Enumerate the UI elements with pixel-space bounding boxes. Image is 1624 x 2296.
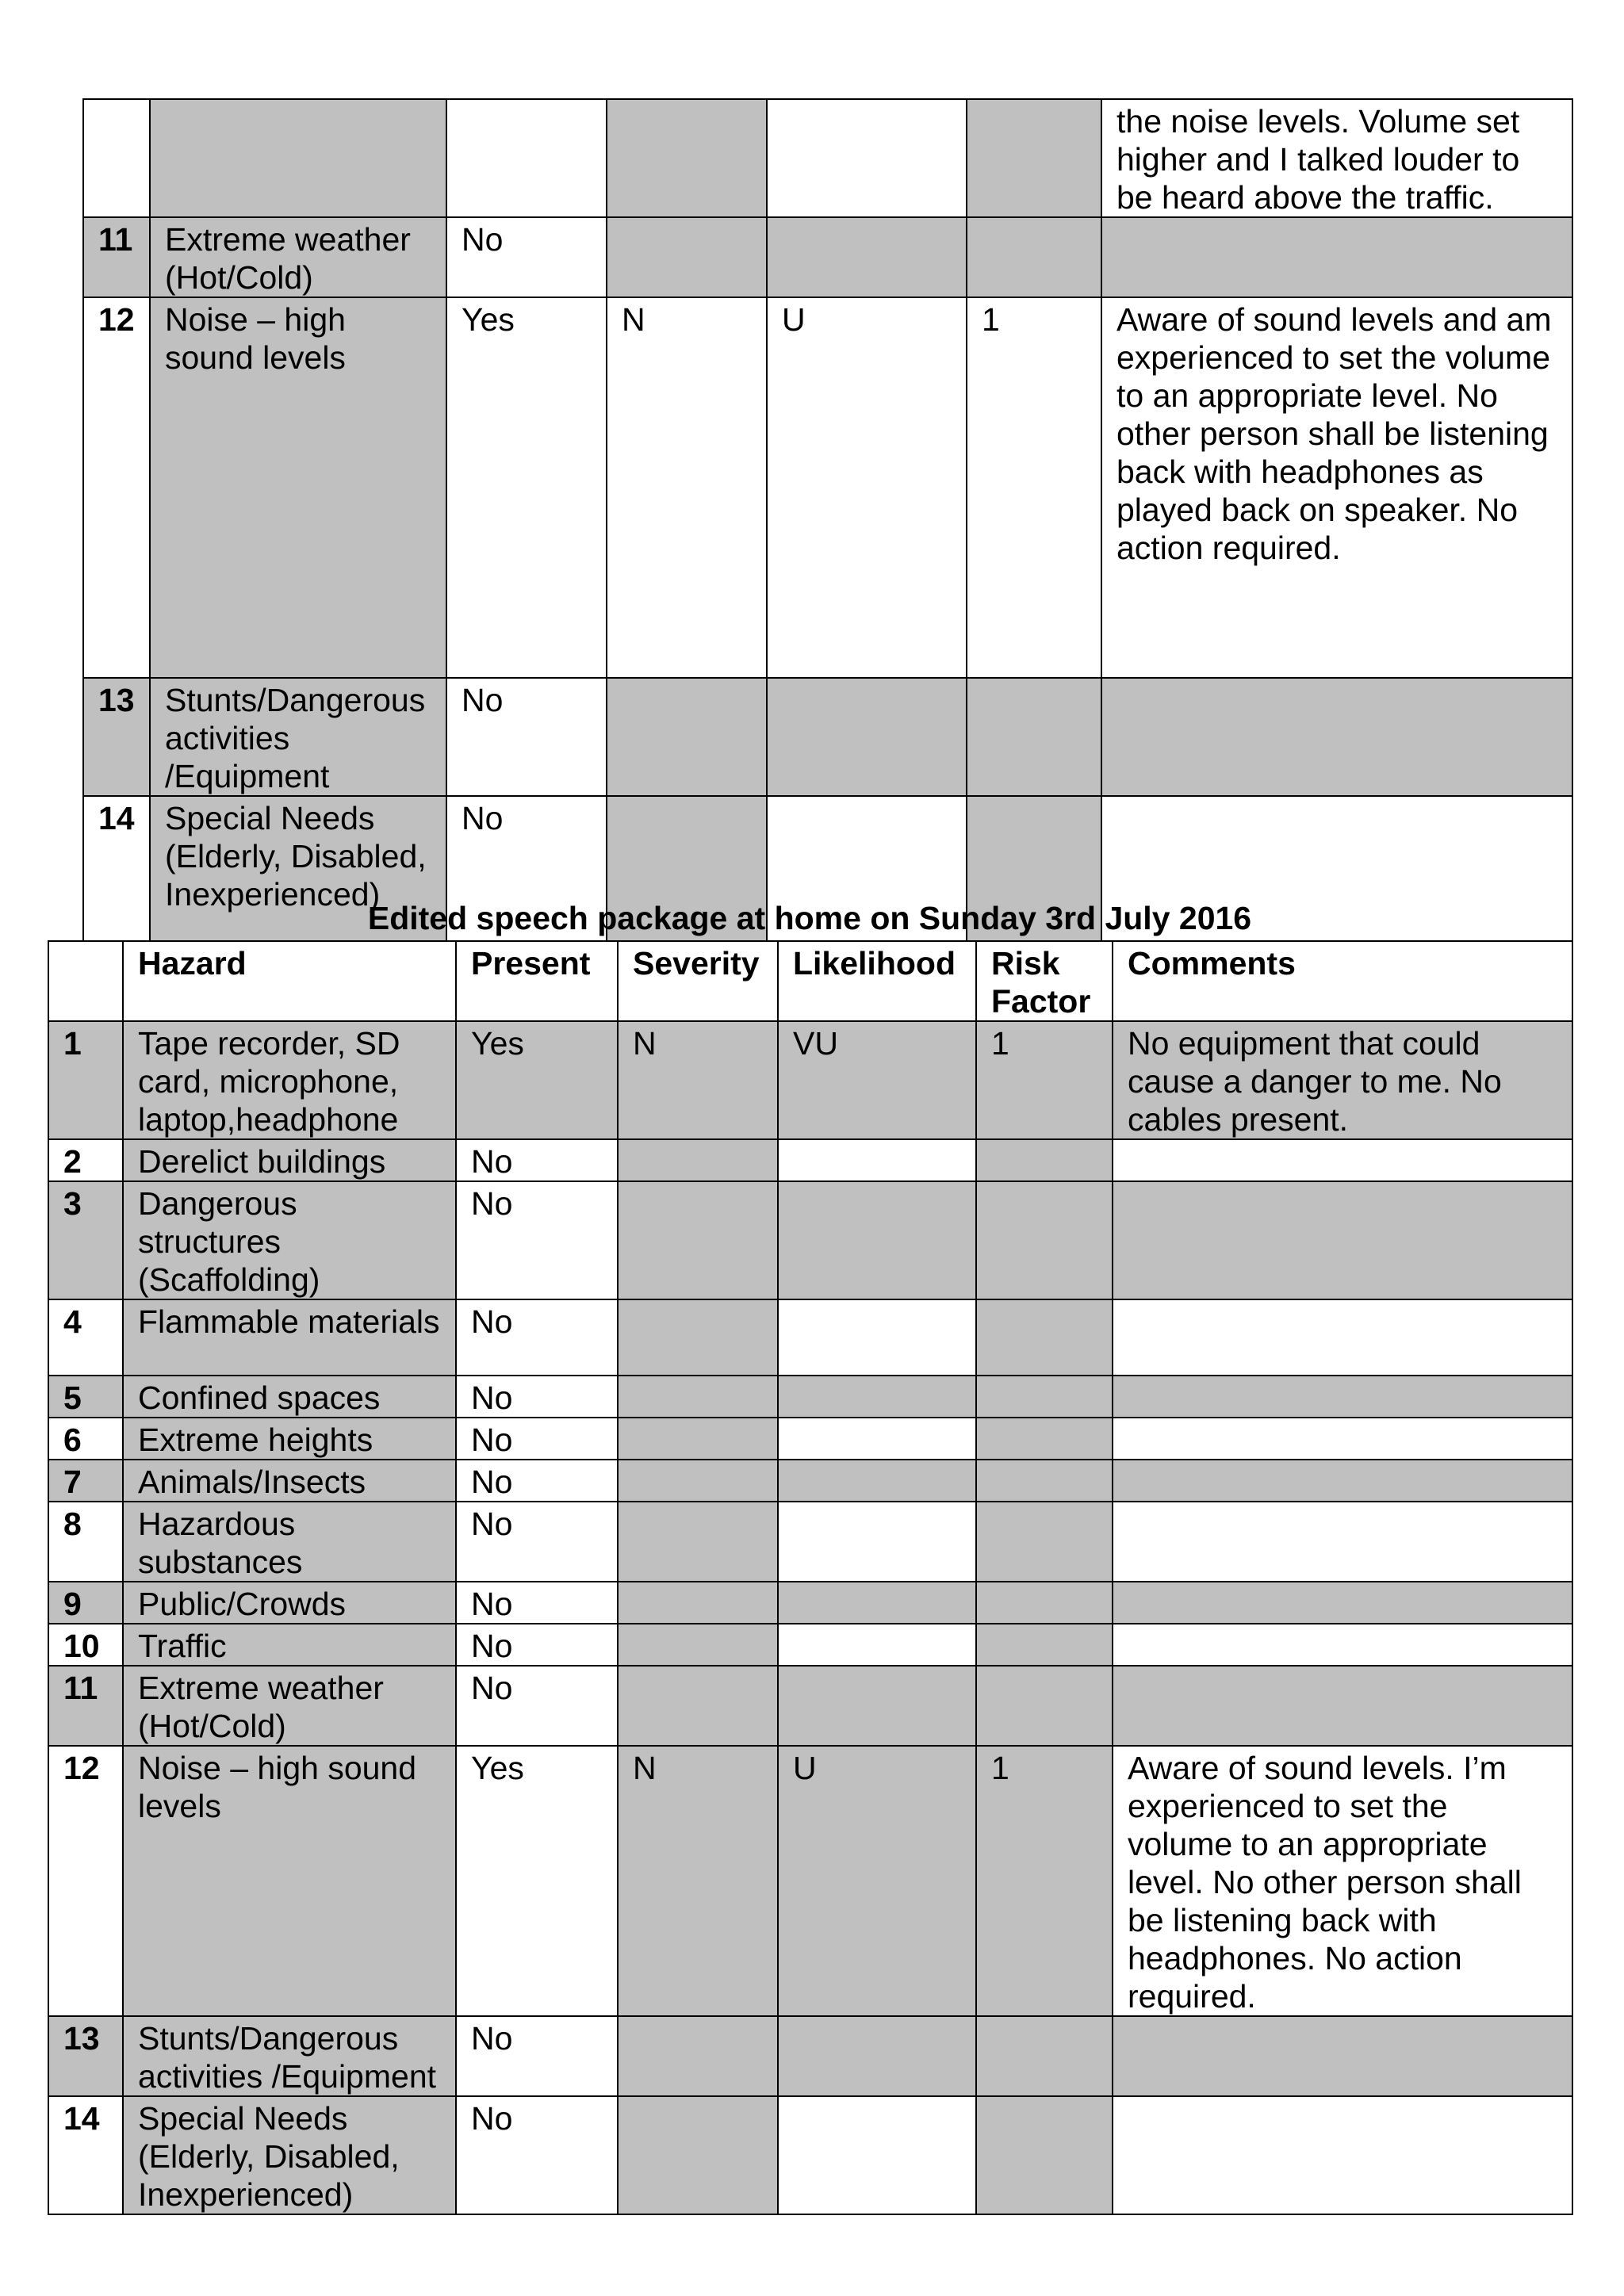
risk-factor-cell <box>976 1460 1113 1502</box>
risk-factor-cell <box>976 2096 1113 2214</box>
row-number: 5 <box>48 1376 123 1418</box>
table-row <box>83 99 1572 217</box>
header-likelihood: Likelihood <box>778 941 976 1021</box>
header-present: Present <box>456 941 618 1021</box>
severity-cell <box>618 1502 778 1582</box>
header-row <box>48 941 1572 1021</box>
severity-cell <box>618 1299 778 1376</box>
severity-cell <box>618 1376 778 1418</box>
hazard-cell: Derelict buildings <box>123 1139 456 1181</box>
hazard-cell: Public/Crowds <box>123 1582 456 1624</box>
table-row <box>48 1582 1572 1624</box>
likelihood-cell <box>767 99 967 217</box>
table-row <box>48 2016 1572 2096</box>
present-cell: No <box>456 2096 618 2214</box>
hazard-cell: Extreme weather (Hot/Cold) <box>123 1666 456 1746</box>
present-cell: No <box>456 1376 618 1418</box>
present-cell: No <box>446 217 607 297</box>
table-row <box>48 1021 1572 1139</box>
header-number <box>48 941 123 1021</box>
likelihood-cell <box>778 1139 976 1181</box>
table-row <box>48 1666 1572 1746</box>
hazard-cell: Dangerous structures (Scaffolding) <box>123 1181 456 1299</box>
likelihood-cell <box>778 2016 976 2096</box>
severity-cell: N <box>607 297 767 678</box>
risk-factor-cell: 1 <box>976 1021 1113 1139</box>
row-number: 11 <box>83 217 150 297</box>
comments-cell <box>1113 1376 1572 1418</box>
table-row <box>48 1181 1572 1299</box>
risk-factor-cell <box>976 1376 1113 1418</box>
comments-cell <box>1113 2016 1572 2096</box>
table-row <box>48 1139 1572 1181</box>
present-cell: No <box>456 1460 618 1502</box>
risk-factor-cell <box>976 1299 1113 1376</box>
present-cell: Yes <box>446 297 607 678</box>
likelihood-cell <box>767 678 967 796</box>
row-number: 12 <box>83 297 150 678</box>
risk-table-continued <box>82 98 1573 949</box>
table-row <box>83 297 1572 678</box>
present-cell <box>446 99 607 217</box>
severity-cell <box>607 99 767 217</box>
row-number: 8 <box>48 1502 123 1582</box>
comments-cell <box>1113 1460 1572 1502</box>
likelihood-cell <box>778 1418 976 1460</box>
table-row <box>48 2096 1572 2214</box>
header-risk-factor: Risk Factor <box>976 941 1113 1021</box>
severity-cell <box>618 2016 778 2096</box>
row-number: 13 <box>83 678 150 796</box>
row-number: 9 <box>48 1582 123 1624</box>
risk-factor-cell <box>976 2016 1113 2096</box>
comments-cell: Aware of sound levels. I’m experienced to set the volume to an appropriate level. No other person shall be listening back with headphones. No action required. <box>1113 1746 1572 2016</box>
comments-cell <box>1113 1624 1572 1666</box>
hazard-cell <box>150 99 446 217</box>
hazard-cell: Noise – high sound levels <box>123 1746 456 2016</box>
hazard-cell: Special Needs (Elderly, Disabled, Inexperienced) <box>150 796 446 948</box>
risk-factor-cell <box>967 99 1101 217</box>
severity-cell <box>618 1181 778 1299</box>
comments-cell <box>1113 1181 1572 1299</box>
hazard-cell: Extreme weather (Hot/Cold) <box>150 217 446 297</box>
row-number <box>83 99 150 217</box>
hazard-cell: Special Needs (Elderly, Disabled, Inexperienced) <box>123 2096 456 2214</box>
likelihood-cell <box>778 1582 976 1624</box>
header-severity: Severity <box>618 941 778 1021</box>
severity-cell: N <box>618 1021 778 1139</box>
row-number: 3 <box>48 1181 123 1299</box>
table-row <box>48 1624 1572 1666</box>
severity-cell <box>618 1624 778 1666</box>
present-cell: No <box>456 1582 618 1624</box>
hazard-cell: Traffic <box>123 1624 456 1666</box>
present-cell: No <box>456 1181 618 1299</box>
hazard-cell: Animals/Insects <box>123 1460 456 1502</box>
row-number: 6 <box>48 1418 123 1460</box>
severity-cell <box>618 1460 778 1502</box>
likelihood-cell <box>778 1299 976 1376</box>
hazard-cell: Tape recorder, SD card, microphone, laptop,headphone <box>123 1021 456 1139</box>
risk-factor-cell <box>967 678 1101 796</box>
hazard-cell: Stunts/Dangerous activities /Equipment <box>150 678 446 796</box>
hazard-cell: Confined spaces <box>123 1376 456 1418</box>
hazard-cell: Hazardous substances <box>123 1502 456 1582</box>
likelihood-cell: U <box>778 1746 976 2016</box>
likelihood-cell <box>778 1502 976 1582</box>
comments-cell <box>1113 1582 1572 1624</box>
comments-cell <box>1101 217 1572 297</box>
header-comments: Comments <box>1113 941 1572 1021</box>
present-cell: No <box>456 1418 618 1460</box>
comments-cell: the noise levels. Volume set higher and I talked louder to be heard above the traffic. <box>1101 99 1572 217</box>
comments-cell <box>1113 2096 1572 2214</box>
risk-factor-cell <box>976 1139 1113 1181</box>
present-cell: No <box>446 678 607 796</box>
severity-cell <box>618 2096 778 2214</box>
present-cell: Yes <box>456 1021 618 1139</box>
table-row <box>48 1376 1572 1418</box>
risk-factor-cell <box>976 1582 1113 1624</box>
present-cell: No <box>456 1139 618 1181</box>
present-cell: No <box>456 1299 618 1376</box>
comments-cell <box>1113 1139 1572 1181</box>
severity-cell <box>618 1666 778 1746</box>
table-row <box>48 1746 1572 2016</box>
table-row <box>48 1418 1572 1460</box>
table-row <box>48 1299 1572 1376</box>
severity-cell <box>607 678 767 796</box>
hazard-cell: Extreme heights <box>123 1418 456 1460</box>
row-number: 14 <box>83 796 150 948</box>
severity-cell <box>618 1582 778 1624</box>
comments-cell: Aware of sound levels and am experienced to set the volume to an appropriate level. No other person shall be listening back with headphones as played back on speaker. No action required. <box>1101 297 1572 678</box>
row-number: 10 <box>48 1624 123 1666</box>
likelihood-cell <box>778 1666 976 1746</box>
comments-cell <box>1113 1418 1572 1460</box>
present-cell: No <box>456 1666 618 1746</box>
likelihood-cell <box>767 217 967 297</box>
row-number: 1 <box>48 1021 123 1139</box>
table-row <box>83 217 1572 297</box>
present-cell: Yes <box>456 1746 618 2016</box>
comments-cell <box>1113 1666 1572 1746</box>
likelihood-cell <box>778 1376 976 1418</box>
hazard-cell: Noise – high sound levels <box>150 297 446 678</box>
hazard-cell: Stunts/Dangerous activities /Equipment <box>123 2016 456 2096</box>
likelihood-cell <box>778 1624 976 1666</box>
severity-cell <box>618 1139 778 1181</box>
present-cell: No <box>446 796 607 948</box>
present-cell: No <box>456 2016 618 2096</box>
row-number: 11 <box>48 1666 123 1746</box>
risk-factor-cell <box>967 217 1101 297</box>
row-number: 12 <box>48 1746 123 2016</box>
comments-cell <box>1113 1502 1572 1582</box>
present-cell: No <box>456 1502 618 1582</box>
comments-cell: No equipment that could cause a danger to me. No cables present. <box>1113 1021 1572 1139</box>
row-number: 14 <box>48 2096 123 2214</box>
risk-factor-cell: 1 <box>976 1746 1113 2016</box>
risk-factor-cell <box>976 1418 1113 1460</box>
comments-cell <box>1113 1299 1572 1376</box>
risk-factor-cell <box>976 1502 1113 1582</box>
row-number: 2 <box>48 1139 123 1181</box>
row-number: 4 <box>48 1299 123 1376</box>
likelihood-cell: VU <box>778 1021 976 1139</box>
row-number: 13 <box>48 2016 123 2096</box>
table-row <box>83 678 1572 796</box>
likelihood-cell: U <box>767 297 967 678</box>
likelihood-cell <box>778 2096 976 2214</box>
header-hazard: Hazard <box>123 941 456 1021</box>
row-number: 7 <box>48 1460 123 1502</box>
present-cell: No <box>456 1624 618 1666</box>
severity-cell: N <box>618 1746 778 2016</box>
risk-factor-cell <box>976 1181 1113 1299</box>
severity-cell <box>607 217 767 297</box>
risk-factor-cell: 1 <box>967 297 1101 678</box>
table-row <box>48 1502 1572 1582</box>
severity-cell <box>618 1418 778 1460</box>
hazard-cell: Flammable materials <box>123 1299 456 1376</box>
risk-factor-cell <box>976 1666 1113 1746</box>
risk-table <box>48 940 1573 2215</box>
risk-factor-cell <box>976 1624 1113 1666</box>
likelihood-cell <box>778 1460 976 1502</box>
comments-cell <box>1101 678 1572 796</box>
likelihood-cell <box>778 1181 976 1299</box>
table-row <box>48 1460 1572 1502</box>
section-title: Edited speech package at home on Sunday 3rd July 2016 <box>367 900 1252 936</box>
